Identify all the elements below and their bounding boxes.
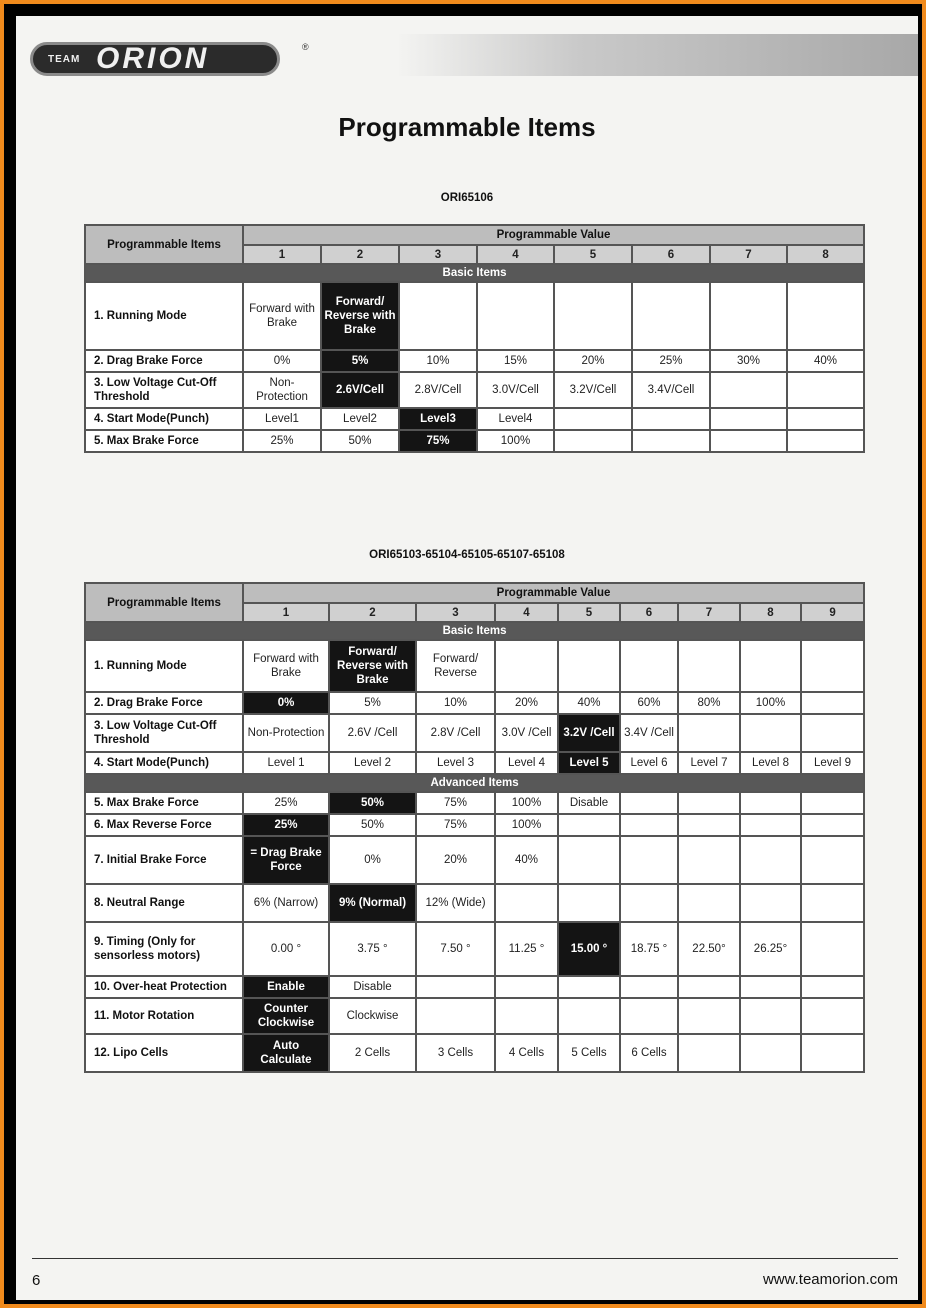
value-cell: Level 4 xyxy=(495,752,558,774)
footer-rule xyxy=(32,1258,898,1259)
default-value-cell: Auto Calculate xyxy=(243,1034,329,1072)
default-value-cell: 25% xyxy=(243,814,329,836)
row-label: 9. Timing (Only for sensorless motors) xyxy=(85,922,243,976)
value-cell: 5% xyxy=(329,692,416,714)
row-label: 2. Drag Brake Force xyxy=(85,692,243,714)
items-column-header: Programmable Items xyxy=(85,225,243,264)
value-number-6: 6 xyxy=(620,603,678,622)
value-cell: 100% xyxy=(740,692,801,714)
value-number-9: 9 xyxy=(801,603,864,622)
value-cell: Level 1 xyxy=(243,752,329,774)
row-label: 5. Max Brake Force xyxy=(85,792,243,814)
value-cell: 0.00 ° xyxy=(243,922,329,976)
value-cell: Level 2 xyxy=(329,752,416,774)
value-cell xyxy=(477,282,554,350)
value-cell xyxy=(710,372,787,408)
value-cell xyxy=(678,884,740,922)
value-cell: 3.2V/Cell xyxy=(554,372,632,408)
value-cell: 25% xyxy=(243,792,329,814)
value-number-8: 8 xyxy=(787,245,864,264)
value-cell: Clockwise xyxy=(329,998,416,1034)
page-number: 6 xyxy=(32,1272,41,1289)
value-cell: Level1 xyxy=(243,408,321,430)
default-value-cell: 9% (Normal) xyxy=(329,884,416,922)
value-cell xyxy=(801,836,864,884)
value-cell: 40% xyxy=(787,350,864,372)
value-number-4: 4 xyxy=(495,603,558,622)
logo-team-text: TEAM xyxy=(48,54,81,65)
value-cell xyxy=(495,884,558,922)
table-row xyxy=(85,1034,864,1072)
value-cell: 15% xyxy=(477,350,554,372)
table-row xyxy=(85,640,864,692)
value-cell: Level 7 xyxy=(678,752,740,774)
value-number-5: 5 xyxy=(554,245,632,264)
row-label: 4. Start Mode(Punch) xyxy=(85,408,243,430)
value-number-2: 2 xyxy=(329,603,416,622)
value-cell: 2 Cells xyxy=(329,1034,416,1072)
value-cell xyxy=(801,1034,864,1072)
row-label: 12. Lipo Cells xyxy=(85,1034,243,1072)
value-cell: Level2 xyxy=(321,408,399,430)
value-cell xyxy=(495,640,558,692)
value-cell: 3.75 ° xyxy=(329,922,416,976)
value-cell xyxy=(554,430,632,452)
value-cell: 75% xyxy=(416,792,495,814)
value-cell xyxy=(787,430,864,452)
value-cell: Forward/ Reverse xyxy=(416,640,495,692)
value-number-4: 4 xyxy=(477,245,554,264)
table-row xyxy=(85,814,864,836)
default-value-cell: = Drag Brake Force xyxy=(243,836,329,884)
default-value-cell: 2.6V/Cell xyxy=(321,372,399,408)
row-label: 1. Running Mode xyxy=(85,282,243,350)
value-cell xyxy=(740,1034,801,1072)
value-cell xyxy=(740,976,801,998)
value-cell xyxy=(416,976,495,998)
value-cell: 12% (Wide) xyxy=(416,884,495,922)
value-cell xyxy=(740,792,801,814)
value-cell xyxy=(558,836,620,884)
value-cell: Disable xyxy=(329,976,416,998)
value-number-3: 3 xyxy=(399,245,477,264)
value-cell xyxy=(801,814,864,836)
value-cell: 18.75 ° xyxy=(620,922,678,976)
value-cell xyxy=(632,408,710,430)
header-gradient-strip xyxy=(396,34,918,76)
default-value-cell: Enable xyxy=(243,976,329,998)
value-cell xyxy=(710,430,787,452)
registered-mark: ® xyxy=(302,42,309,52)
value-cell xyxy=(678,640,740,692)
value-cell xyxy=(620,792,678,814)
value-cell xyxy=(620,640,678,692)
row-label: 2. Drag Brake Force xyxy=(85,350,243,372)
value-cell xyxy=(620,836,678,884)
value-cell xyxy=(787,408,864,430)
value-number-7: 7 xyxy=(678,603,740,622)
value-cell: 3.4V/Cell xyxy=(632,372,710,408)
value-cell: 60% xyxy=(620,692,678,714)
value-cell: 20% xyxy=(416,836,495,884)
value-cell xyxy=(801,692,864,714)
page-title: Programmable Items xyxy=(338,112,596,142)
value-cell: 6% (Narrow) xyxy=(243,884,329,922)
value-cell: Non-Protection xyxy=(243,714,329,752)
table-row xyxy=(85,350,864,372)
value-cell xyxy=(558,976,620,998)
value-cell: 0% xyxy=(329,836,416,884)
value-cell xyxy=(801,640,864,692)
value-cell xyxy=(554,282,632,350)
value-cell xyxy=(801,792,864,814)
table-row xyxy=(85,430,864,452)
logo-name-text: ORION xyxy=(96,42,210,75)
team-orion-logo xyxy=(30,32,309,88)
value-cell xyxy=(740,814,801,836)
table1-programmable-items xyxy=(84,224,865,453)
value-cell: 0% xyxy=(243,350,321,372)
value-cell: 11.25 ° xyxy=(495,922,558,976)
value-number-7: 7 xyxy=(710,245,787,264)
value-cell xyxy=(495,998,558,1034)
value-cell: 80% xyxy=(678,692,740,714)
value-cell xyxy=(710,282,787,350)
value-cell: 100% xyxy=(477,430,554,452)
value-cell xyxy=(678,836,740,884)
value-number-2: 2 xyxy=(321,245,399,264)
section-band-basic: Basic Items xyxy=(85,264,864,282)
default-value-cell: 5% xyxy=(321,350,399,372)
default-value-cell: Forward/ Reverse with Brake xyxy=(321,282,399,350)
value-cell: 100% xyxy=(495,792,558,814)
table-row xyxy=(85,714,864,752)
table2-model: ORI65103-65104-65105-65107-65108 xyxy=(369,549,565,561)
value-cell: Disable xyxy=(558,792,620,814)
row-label: 5. Max Brake Force xyxy=(85,430,243,452)
default-value-cell: Level3 xyxy=(399,408,477,430)
value-cell xyxy=(801,922,864,976)
table-row xyxy=(85,282,864,350)
value-cell xyxy=(740,884,801,922)
manual-page xyxy=(16,16,918,1300)
default-value-cell: 50% xyxy=(329,792,416,814)
value-cell: 50% xyxy=(321,430,399,452)
value-cell: 22.50° xyxy=(678,922,740,976)
row-label: 8. Neutral Range xyxy=(85,884,243,922)
default-value-cell: 15.00 ° xyxy=(558,922,620,976)
value-cell xyxy=(710,408,787,430)
default-value-cell: 0% xyxy=(243,692,329,714)
value-cell xyxy=(620,998,678,1034)
row-label: 10. Over-heat Protection xyxy=(85,976,243,998)
value-number-5: 5 xyxy=(558,603,620,622)
table-row xyxy=(85,836,864,884)
value-cell: 3.0V/Cell xyxy=(477,372,554,408)
value-cell: 40% xyxy=(495,836,558,884)
value-cell: 25% xyxy=(632,350,710,372)
value-cell: 50% xyxy=(329,814,416,836)
table-row xyxy=(85,408,864,430)
value-cell xyxy=(554,408,632,430)
value-cell xyxy=(740,836,801,884)
value-cell: 2.8V /Cell xyxy=(416,714,495,752)
value-cell: Level4 xyxy=(477,408,554,430)
value-cell xyxy=(678,1034,740,1072)
table-row xyxy=(85,792,864,814)
value-cell: 6 Cells xyxy=(620,1034,678,1072)
value-cell xyxy=(416,998,495,1034)
table-row xyxy=(85,922,864,976)
row-label: 1. Running Mode xyxy=(85,640,243,692)
value-cell xyxy=(801,998,864,1034)
table-row xyxy=(85,692,864,714)
row-label: 3. Low Voltage Cut-Off Threshold xyxy=(85,372,243,408)
default-value-cell: 3.2V /Cell xyxy=(558,714,620,752)
value-cell xyxy=(740,714,801,752)
value-cell xyxy=(801,884,864,922)
value-cell xyxy=(632,430,710,452)
value-cell xyxy=(801,976,864,998)
values-column-header: Programmable Value xyxy=(243,225,864,245)
value-cell xyxy=(787,372,864,408)
value-cell: 10% xyxy=(416,692,495,714)
value-cell: 4 Cells xyxy=(495,1034,558,1072)
value-cell xyxy=(801,714,864,752)
table-row xyxy=(85,976,864,998)
value-cell xyxy=(678,998,740,1034)
value-cell xyxy=(620,976,678,998)
value-cell: 100% xyxy=(495,814,558,836)
table-row xyxy=(85,998,864,1034)
value-cell xyxy=(632,282,710,350)
value-cell: 2.8V/Cell xyxy=(399,372,477,408)
section-band-advanced: Advanced Items xyxy=(85,774,864,792)
value-cell: Forward with Brake xyxy=(243,640,329,692)
default-value-cell: Counter Clockwise xyxy=(243,998,329,1034)
table2-programmable-items xyxy=(84,582,865,1073)
value-cell: 7.50 ° xyxy=(416,922,495,976)
value-cell: 40% xyxy=(558,692,620,714)
value-number-6: 6 xyxy=(632,245,710,264)
value-cell xyxy=(558,814,620,836)
row-label: 11. Motor Rotation xyxy=(85,998,243,1034)
value-cell: 3 Cells xyxy=(416,1034,495,1072)
table-row xyxy=(85,372,864,408)
value-cell xyxy=(399,282,477,350)
value-cell xyxy=(620,814,678,836)
value-cell: 3.4V /Cell xyxy=(620,714,678,752)
value-cell: Level 3 xyxy=(416,752,495,774)
value-cell xyxy=(740,998,801,1034)
value-cell xyxy=(787,282,864,350)
value-cell xyxy=(740,640,801,692)
value-number-3: 3 xyxy=(416,603,495,622)
value-cell xyxy=(558,884,620,922)
value-cell xyxy=(678,976,740,998)
row-label: 4. Start Mode(Punch) xyxy=(85,752,243,774)
value-number-1: 1 xyxy=(243,603,329,622)
value-cell: 3.0V /Cell xyxy=(495,714,558,752)
row-label: 6. Max Reverse Force xyxy=(85,814,243,836)
value-cell: 5 Cells xyxy=(558,1034,620,1072)
value-cell: 2.6V /Cell xyxy=(329,714,416,752)
table-row xyxy=(85,752,864,774)
default-value-cell: 75% xyxy=(399,430,477,452)
value-cell xyxy=(620,884,678,922)
value-cell: 75% xyxy=(416,814,495,836)
default-value-cell: Level 5 xyxy=(558,752,620,774)
value-cell: 20% xyxy=(495,692,558,714)
table1-model: ORI65106 xyxy=(440,192,494,204)
items-column-header: Programmable Items xyxy=(85,583,243,622)
values-column-header: Programmable Value xyxy=(243,583,864,603)
section-band-basic: Basic Items xyxy=(85,622,864,640)
value-cell: Level 6 xyxy=(620,752,678,774)
value-cell: 10% xyxy=(399,350,477,372)
value-cell: 25% xyxy=(243,430,321,452)
value-cell xyxy=(558,998,620,1034)
value-cell xyxy=(678,714,740,752)
value-cell: 30% xyxy=(710,350,787,372)
row-label: 3. Low Voltage Cut-Off Threshold xyxy=(85,714,243,752)
value-cell: Forward with Brake xyxy=(243,282,321,350)
value-cell xyxy=(558,640,620,692)
value-number-8: 8 xyxy=(740,603,801,622)
value-cell xyxy=(678,814,740,836)
website-url: www.teamorion.com xyxy=(762,1271,898,1288)
value-cell xyxy=(678,792,740,814)
table-row xyxy=(85,884,864,922)
value-cell xyxy=(495,976,558,998)
value-cell: 26.25° xyxy=(740,922,801,976)
value-cell: Level 9 xyxy=(801,752,864,774)
default-value-cell: Forward/ Reverse with Brake xyxy=(329,640,416,692)
value-cell: 20% xyxy=(554,350,632,372)
value-number-1: 1 xyxy=(243,245,321,264)
value-cell: Non-Protection xyxy=(243,372,321,408)
row-label: 7. Initial Brake Force xyxy=(85,836,243,884)
value-cell: Level 8 xyxy=(740,752,801,774)
